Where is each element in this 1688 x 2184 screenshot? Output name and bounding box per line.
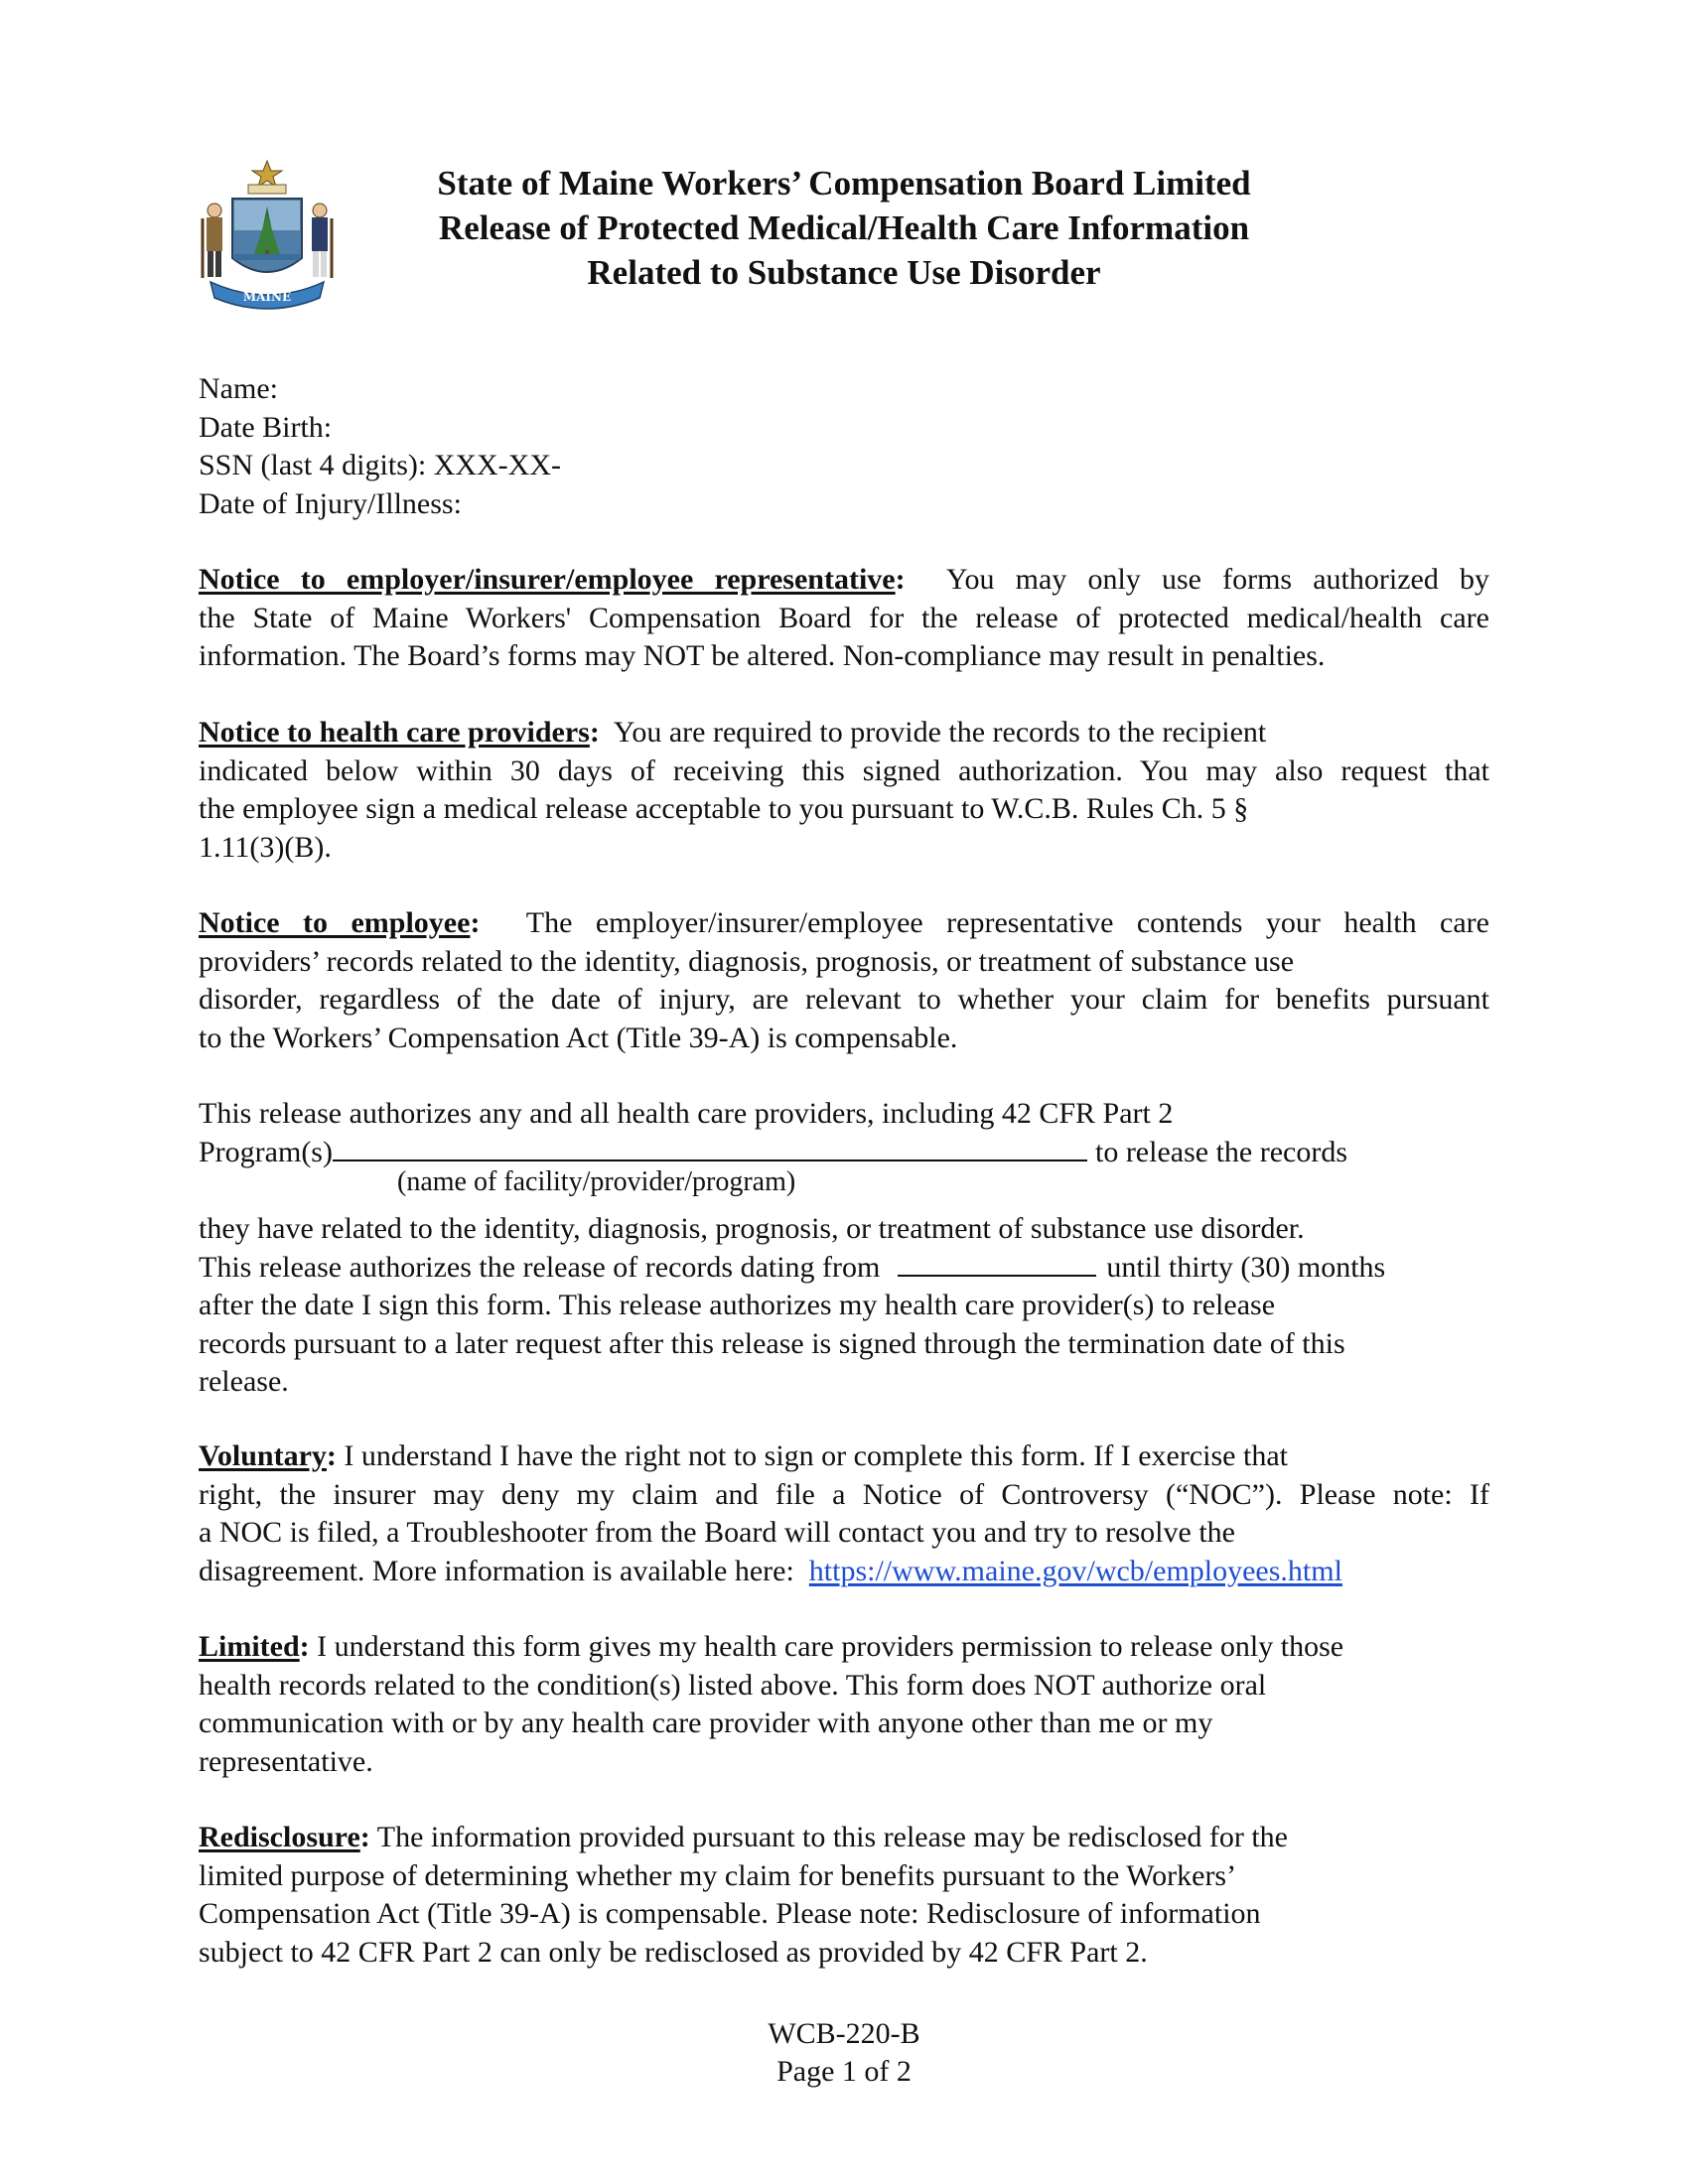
redisclosure-line: limited purpose of determining whether my claim for benefits pursuant to the Workers’ <box>199 1858 1237 1892</box>
page-number: Page 1 of 2 <box>776 2055 912 2088</box>
voluntary-line: a NOC is filed, a Troubleshooter from the Board will contact you and try to resolve the <box>199 1516 1235 1549</box>
seal-banner-text: MAINE <box>242 290 292 304</box>
notice-providers-line: the employee sign a medical release acceptable to you pursuant to W.C.B. Rules Ch. 5 § <box>199 792 1249 825</box>
date-of-birth-label: Date Birth: <box>199 410 333 444</box>
limited-section: Limited: I understand this form gives my health care providers permission to release only those health records related to the condition(s) listed above. This form does NOT authorize oral communication with or by any health care provider with anyone other than me or my representative. <box>199 1628 1489 1781</box>
notice-employer-section: Notice to employer/insurer/employee representative: You may only use forms authorized by the State of Maine Workers' Compensation Board for the release of protected medical/health care information. The Board’s forms may NOT be altered. Non-compliance may result in penalties. <box>199 561 1489 676</box>
claimant-fields <box>199 370 561 523</box>
release-dating-label: This release authorizes the release of records dating from <box>199 1250 881 1284</box>
title-line-2: Release of Protected Medical/Health Care Information <box>438 208 1250 247</box>
date-of-injury-label: Date of Injury/Illness: <box>199 486 462 520</box>
release-line: records pursuant to a later request after this release is signed through the termination date of this <box>199 1326 1345 1360</box>
redisclosure-heading: Redisclosure <box>199 1821 360 1853</box>
notice-employee-line: providers’ records related to the identity, diagnosis, prognosis, or treatment of substance use <box>199 944 1295 978</box>
title-line-3: Related to Substance Use Disorder <box>587 253 1101 292</box>
notice-providers-heading: Notice to health care providers <box>199 716 590 749</box>
employees-info-link[interactable]: https://www.maine.gov/wcb/employees.html <box>808 1554 1342 1587</box>
release-line: release. <box>199 1365 289 1398</box>
notice-employee-line: to the Workers’ Compensation Act (Title 39-A) is compensable. <box>199 1021 958 1054</box>
program-name-blank[interactable] <box>333 1134 1087 1161</box>
notice-providers-line: indicated below within 30 days of receiving this signed authorization. You may also request that <box>199 753 1489 787</box>
notice-employer-heading: Notice to employer/insurer/employee representative <box>199 563 896 596</box>
release-program-label: Program(s) <box>199 1135 333 1168</box>
limited-heading: Limited <box>199 1630 300 1663</box>
notice-employer-line: information. The Board’s forms may NOT be altered. Non-compliance may result in penalties. <box>199 639 1326 672</box>
start-date-blank[interactable] <box>898 1249 1096 1277</box>
voluntary-line: disagreement. More information is available here: <box>199 1554 794 1587</box>
release-line: until thirty (30) months <box>1106 1250 1386 1284</box>
title-line-1: State of Maine Workers’ Compensation Board Limited <box>437 164 1251 203</box>
voluntary-heading: Voluntary <box>199 1439 327 1472</box>
voluntary-section: Voluntary: I understand I have the right not to sign or complete this form. If I exercise that right, the insurer may deny my claim and file a Notice of Controversy (“NOC”). Please note: If a NOC is filed, a Troubleshooter from the Board will contact you and try to resolve the disagreement. More information is available here: https://www.maine.gov/wcb/employees.html <box>199 1439 1489 1587</box>
notice-employer-line: the State of Maine Workers' Compensation Board for the release of protected medical/health care <box>199 601 1489 634</box>
program-blank-caption: (name of facility/provider/program) <box>397 1166 796 1197</box>
redisclosure-section: Redisclosure: The information provided pursuant to this release may be redisclosed for the limited purpose of determining whether my claim for benefits pursuant to the Workers’ Compensation Act (Title 39-A) is compensable. Please note: Redisclosure of information subject to 42 CFR Part 2 can only be redisclosed as provided by 42 CFR Part 2. <box>199 1819 1489 1972</box>
notice-providers-text: You are required to provide the records to the recipient <box>613 716 1267 749</box>
notice-employer-text: You may only use forms authorized by <box>945 563 1489 596</box>
redisclosure-text: The information provided pursuant to this release may be redisclosed for the <box>376 1821 1288 1853</box>
document-title <box>338 161 1350 295</box>
form-id: WCB-220-B <box>768 2017 920 2050</box>
notice-providers-section: Notice to health care providers: You are required to provide the records to the recipient indicated below within 30 days of receiving this signed authorization. You may also request that the employee sign a medical release acceptable to you pursuant to W.C.B. Rules Ch. 5 § 1.11(3)(B). <box>199 714 1489 867</box>
limited-line: communication with or by any health care provider with anyone other than me or my <box>199 1706 1213 1739</box>
name-label: Name: <box>199 372 278 405</box>
state-seal-logo <box>197 159 338 318</box>
release-authorization-section <box>199 1095 1489 1171</box>
release-line: to release the records <box>1094 1135 1348 1168</box>
notice-employee-heading: Notice to employee <box>199 906 471 939</box>
voluntary-line: right, the insurer may deny my claim and file a Notice of Controversy (“NOC”). Please note: If <box>199 1477 1489 1511</box>
release-line: they have related to the identity, diagnosis, prognosis, or treatment of substance use disorder. <box>199 1212 1305 1245</box>
page-footer <box>0 2015 1688 2091</box>
redisclosure-line: subject to 42 CFR Part 2 can only be redisclosed as provided by 42 CFR Part 2. <box>199 1935 1148 1969</box>
notice-providers-line: 1.11(3)(B). <box>199 830 332 864</box>
limited-line: health records related to the condition(s) listed above. This form does NOT authorize oral <box>199 1668 1267 1702</box>
notice-employee-section: Notice to employee: The employer/insurer/employee representative contends your health care providers’ records related to the identity, diagnosis, prognosis, or treatment of substance use disorder, regardless of the date of injury, are relevant to whether your claim for benefits pursuant to the Workers’ Compensation Act (Title 39-A) is compensable. <box>199 904 1489 1057</box>
release-line: after the date I sign this form. This release authorizes my health care provider(s) to release <box>199 1289 1276 1321</box>
redisclosure-line: Compensation Act (Title 39-A) is compensable. Please note: Redisclosure of information <box>199 1897 1261 1930</box>
notice-employee-text: The employer/insurer/employee representative contends your health care <box>525 906 1489 939</box>
voluntary-text: I understand I have the right not to sign or complete this form. If I exercise that <box>344 1439 1288 1472</box>
release-line: This release authorizes any and all health care providers, including 42 CFR Part 2 <box>199 1097 1174 1130</box>
release-authorization-continued <box>199 1210 1489 1402</box>
limited-text: I understand this form gives my health care providers permission to release only those <box>317 1630 1344 1663</box>
notice-employee-line: disorder, regardless of the date of injury, are relevant to whether your claim for benefits pursuant <box>199 983 1489 1016</box>
limited-line: representative. <box>199 1744 373 1778</box>
ssn-label: SSN (last 4 digits): XXX-XX- <box>199 449 561 481</box>
